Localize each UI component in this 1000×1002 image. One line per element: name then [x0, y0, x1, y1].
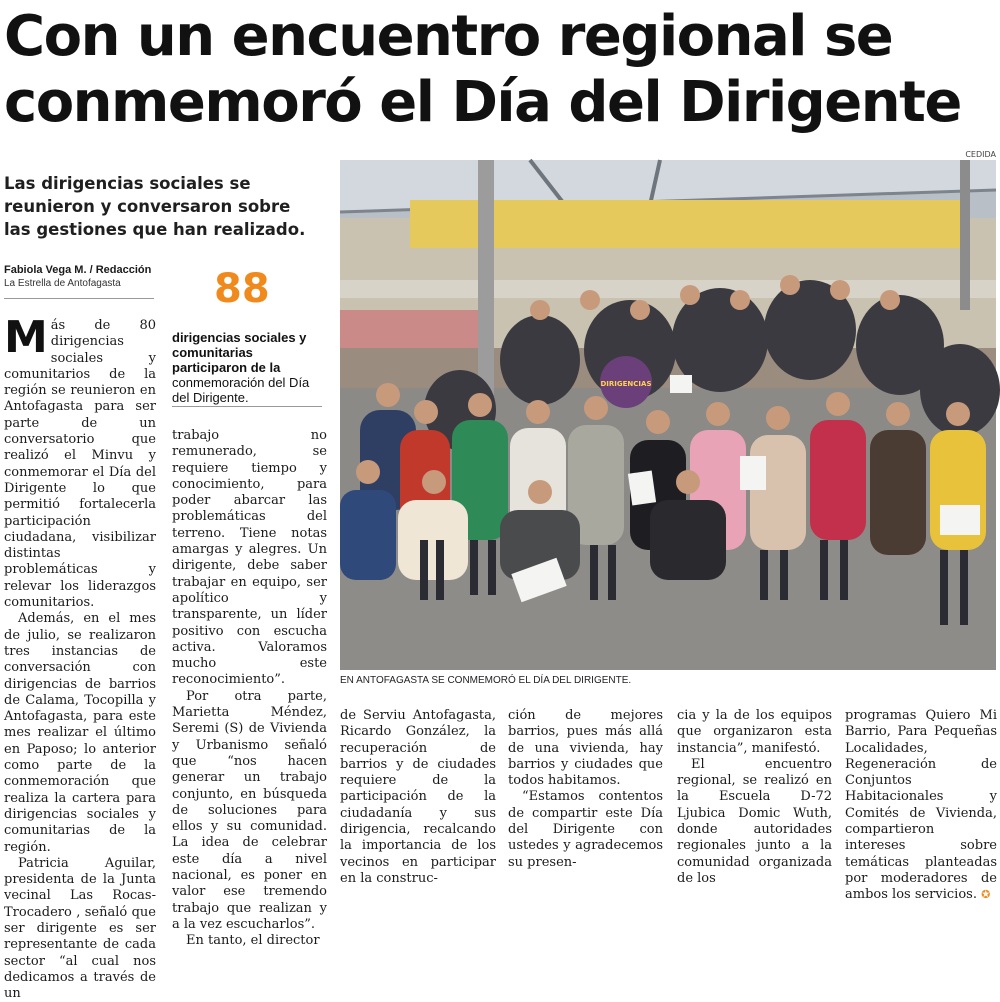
paragraph: En tanto, el director [186, 933, 320, 949]
paragraph: cia y la de los equipos que organizaron esta instancia”, manifestó. [677, 708, 832, 756]
stat-bold-text: dirigencias sociales y comunitarias participaron de la [172, 330, 307, 375]
byline [4, 264, 154, 289]
article-column-1 [4, 312, 156, 1002]
end-mark-icon: ✪ [981, 888, 991, 902]
paragraph: “Estamos contentos de compartir este Día del Dirigente con ustedes y agradecemos su presen- [508, 789, 663, 870]
article-column-2 [172, 428, 327, 949]
paragraph [4, 312, 156, 611]
paragraph [845, 708, 997, 904]
paragraph: trabajo no remunerado, se requiere tiempo y conocimiento, para poder abarcar las problemáticas del terreno. Tiene notas amargas y alegres. Un dirigente, debe saber trabajar en equipo, ser apolítico y transparente, un líder positivo con escucha activa. Valoramos mucho este reconocimiento”. [172, 428, 327, 688]
drop-cap: M [4, 312, 48, 363]
group-photo [340, 160, 996, 670]
paragraph-text: programas Quiero Mi Barrio, Para Pequeñas Localidades, Regeneración de Conjuntos Habitacionales y Comités de Vivienda, compartieron intereses sobre temáticas planteadas por moderadores de ambos los servicios. [845, 708, 997, 903]
paragraph: El encuentro regional, se realizó en la Escuela D-72 Ljubica Domic Wuth, donde autoridades regionales junto a la comunidad organizada de los [677, 756, 832, 886]
stat-divider [172, 406, 322, 407]
article-column-6 [845, 708, 997, 903]
photo-sign-text: DIRIGENCIAS [600, 380, 652, 388]
byline-divider [4, 298, 154, 299]
author-org: La Estrella de Antofagasta [4, 278, 121, 289]
photo-caption: EN ANTOFAGASTA SE CONMEMORÓ EL DÍA DEL DIRIGENTE. [340, 675, 632, 686]
paragraph: ción de mejores barrios, pues más allá de una vivienda, hay barrios y ciudades que todos habitamos. [508, 708, 663, 789]
stat-text [172, 330, 328, 405]
author-name: Fabiola Vega M. / Redacción [4, 264, 152, 276]
photo-credit: CEDIDA [965, 150, 996, 159]
headline: Con un encuentro regional se conmemoró el Día del Dirigente [4, 4, 961, 135]
article-column-5 [677, 708, 832, 886]
paragraph: de Serviu Antofagasta, Ricardo González, la recuperación de barrios y de ciudades requiere de la participación de la ciudadanía y sus dirigencia, recalcando la importancia de los vecinos en participar en la construc- [340, 708, 496, 886]
article-column-4 [508, 708, 663, 870]
paragraph: Por otra parte, Marietta Méndez, Seremi (S) de Vivienda y Urbanismo señaló que “nos hacen generar un trabajo conjunto, en búsqueda de soluciones para ellos y su comunidad. La idea de celebrar este día a nivel nacional, es poner en valor ese tremendo trabajo que realizan y a la vez escucharlos”. [172, 688, 327, 932]
group-photo-illustration [340, 160, 996, 670]
article-column-3 [340, 708, 496, 886]
paragraph: Además, en el mes de julio, se realizaron tres instancias de conversación con dirigencias de barrios de Calama, Tocopilla y Antofagasta, para este mes realizar el último en Paposo; lo anterior como parte de la conmemoración que realiza la cartera para dirigencias sociales y comunitarias de la región. [4, 611, 156, 855]
paragraph-text: ás de 80 dirigencias sociales y comunitarios de la región se reunieron en Antofagasta para ser parte de un conversatorio que realizó el Minvu y conmemorar el Día del Dirigente lo que permitió fortalecerla participación ciudadana, visibilizar distintas problemáticas y relevar los liderazgos comunitarios. [4, 318, 156, 611]
deck: Las dirigencias sociales se reunieron y conversaron sobre las gestiones que han realizado. [4, 174, 306, 239]
paragraph: Patricia Aguilar, presidenta de la Junta vecinal Las Rocas-Trocadero , señaló que ser dirigente es ser representante de cada sector “al cual nos dedicamos a través de un [4, 855, 156, 1002]
stat-regular-text: conmemoración del Día del Dirigente. [172, 375, 310, 405]
stat-number: 88 [214, 266, 270, 312]
